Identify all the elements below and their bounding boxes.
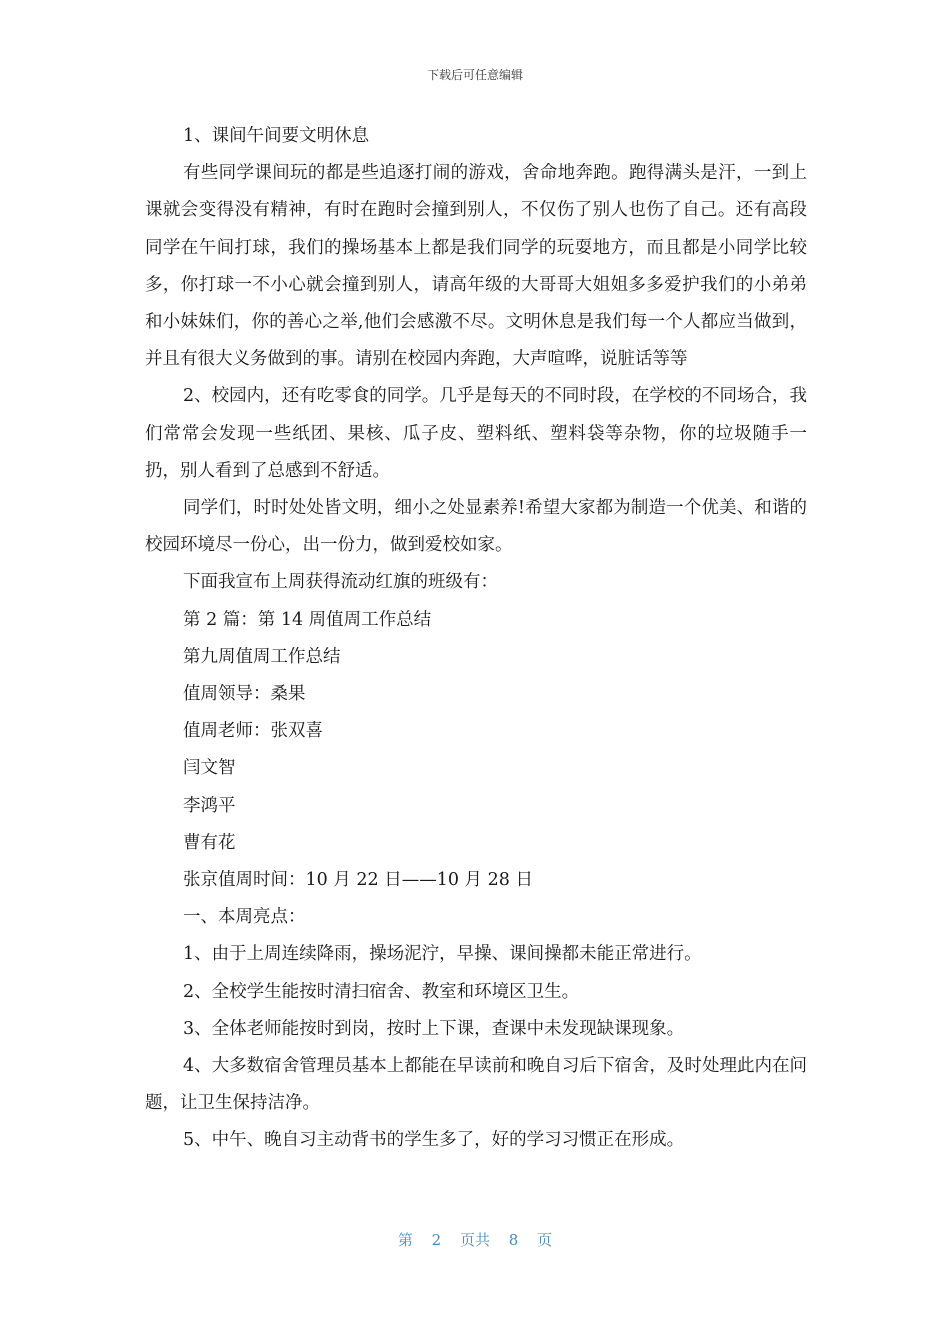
page-number-footer: 第 2 页共 8 页: [397, 1231, 553, 1249]
paragraph-snacks-litter: 2、校园内，还有吃零食的同学。几乎是每天的不同时段，在学校的不同场合，我们常常会发现一些纸团、果核、瓜子皮、塑料纸、塑料袋等杂物，你的垃圾随手一扔，别人看到了总感到不舒适。: [145, 386, 807, 481]
paragraph-section-1-heading: 1、课间午间要文明休息: [183, 126, 370, 146]
paragraph-highlight-3: 3、全体老师能按时到岗，按时上下课，查课中未发现缺课现象。: [183, 1018, 685, 1039]
paragraph-teacher-name-2: 李鸿平: [183, 795, 236, 816]
paragraph-highlight-1: 1、由于上周连续降雨，操场泥泞，早操、课间操都未能正常进行。: [183, 944, 702, 965]
paragraph-highlight-2: 2、全校学生能按时清扫宿舍、教室和环境区卫生。: [183, 981, 580, 1002]
document-body: [145, 118, 807, 1160]
paragraph-running-games: 有些同学课间玩的都是些追逐打闹的游戏，舍命地奔跑。跑得满头是汗，一到上课就会变得没有精神，有时在跑时会撞到别人，不仅伤了别人也伤了自己。还有高段同学在午间打球，我们的操场基本上都是我们同学的玩耍地方，而且都是小同学比较多，你打球一不小心就会撞到别人，请高年级的大哥哥大姐姐多多爱护我们的小弟弟和小妹妹们，你的善心之举,他们会感激不尽。文明休息是我们每一个人都应当做到，并且有很大义务做到的事。请别在校园内奔跑，大声喧哗，说脏话等等: [145, 163, 807, 370]
page-header: 下载后可任意编辑: [426, 68, 523, 82]
paragraph-duty-teacher: 值周老师：张双喜: [183, 721, 323, 742]
paragraph-highlights-heading: 一、本周亮点：: [183, 907, 306, 928]
paragraph-teacher-name-1: 闫文智: [183, 758, 236, 779]
paragraph-part-2-title: 第 2 篇：第 14 周值周工作总结: [183, 609, 432, 630]
paragraph-red-flag-announcement: 下面我宣布上周获得流动红旗的班级有：: [183, 572, 498, 593]
paragraph-civility-appeal: 同学们，时时处处皆文明，细小之处显素养!希望大家都为制造一个优美、和谐的校园环境尽一份心，出一份力，做到爱校如家。: [145, 498, 807, 556]
paragraph-duty-period: 张京值周时间：10 月 22 日——10 月 28 日: [183, 870, 533, 891]
paragraph-week-9-title: 第九周值周工作总结: [183, 646, 341, 667]
paragraph-highlight-5: 5、中午、晚自习主动背书的学生多了，好的学习习惯正在形成。: [183, 1130, 685, 1151]
paragraph-teacher-name-3: 曹有花: [183, 832, 236, 853]
paragraph-duty-leader: 值周领导：桑果: [183, 684, 306, 705]
paragraph-highlight-4: 4、大多数宿舍管理员基本上都能在早读前和晚自习后下宿舍，及时处理此内在问题，让卫生保持洁净。: [145, 1056, 807, 1114]
